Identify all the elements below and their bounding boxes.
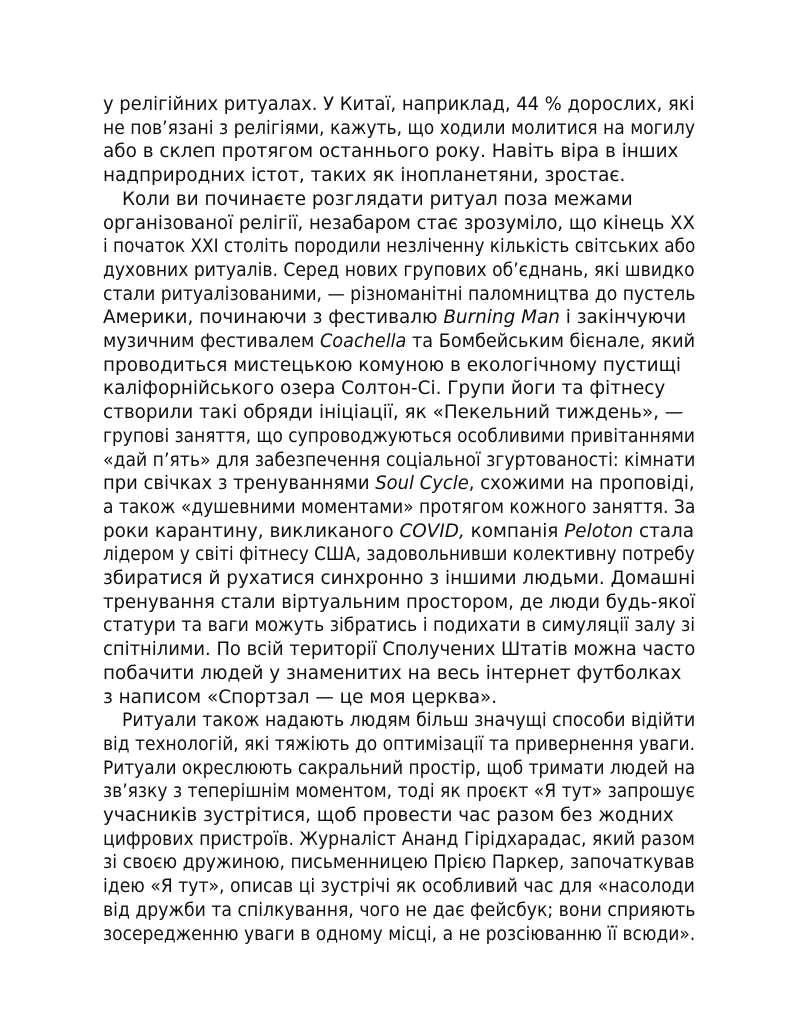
text-line-26: з написом «Спортзал — це моя церква». [103, 686, 498, 708]
text-line-25: побачити людей у знаменитих на весь інтернет футболках [103, 662, 682, 684]
text-line-22: тренування стали віртуальним простором, де люди будь-якої [103, 591, 696, 613]
text-span: Америки, починаючи з фестивалю [103, 307, 444, 329]
text-line-11 [103, 329, 695, 355]
italic-text: Coachella [319, 331, 407, 352]
text-span: стала [633, 520, 695, 542]
text-line-19 [103, 519, 694, 545]
text-line-10 [103, 305, 686, 331]
text-line-20: лідером у світі фітнесу США, задовольнивши колективну потребу [103, 544, 695, 566]
text-line-1: у релігійних ритуалах. У Китаї, наприклад, 44 % дорослих, які [103, 94, 695, 115]
text-line-35: від дружби та спілкування, чого не дає фейсбук; вони сприяють [103, 899, 696, 921]
text-span: та Бомбейським бієнале, який [406, 331, 696, 352]
text-span: і закінчуючи [559, 307, 687, 329]
text-line-6: організованої релігії, незабаром стає зрозуміло, що кінець XX [103, 212, 695, 234]
text-line-29: Ритуали окреслюють сакральний простір, щоб тримати людей на [103, 757, 696, 779]
text-span: музичним фестивалем [103, 331, 320, 352]
text-span: компанія [464, 520, 565, 542]
text-line-5: Коли ви починаєте розглядати ритуал поза межами [122, 188, 633, 210]
text-line-36: зосередженню уваги в одному місці, а не розсіюванню її всюди». [103, 923, 696, 945]
text-line-14: створили такі обряди ініціації, як «Пекельний тиждень», — [103, 402, 684, 424]
text-line-24: спітнілими. По всій території Сполучених Штатів можна часто [103, 639, 696, 661]
text-line-18: а також «душевними моментами» протягом кожного заняття. За [103, 496, 696, 518]
text-line-33: зі своєю дружиною, письменницею Прією Паркер, започаткував [103, 852, 695, 874]
text-line-16: «дай п’ять» для забезпечення соціальної згуртованості: кімнати [103, 449, 696, 471]
text-line-32: цифрових пристроїв. Журналіст Ананд Гірідхарадас, який разом [103, 828, 695, 850]
text-line-30: зв’язку з теперішнім моментом, тоді як проєкт «Я тут» запрошує [103, 781, 695, 803]
text-line-7: і початок XXI століть породили незліченну кількість світських або [103, 236, 696, 258]
text-line-31: учасників зустрітися, щоб провести час разом без жодних [103, 805, 674, 826]
text-line-23: статури та ваги можуть зібратись і подихати в симуляції залу зі [103, 615, 696, 637]
text-line-8: духовних ритуалів. Серед нових групових об’єднань, які швидко [103, 259, 695, 281]
italic-text: Soul Cycle [375, 473, 469, 495]
italic-text: Peloton [564, 520, 634, 542]
text-line-3: або в склеп протягом останнього року. Навіть віра в інших [103, 141, 679, 163]
text-line-34: ідею «Я тут», описав ці зустрічі як особливий час для «насолоди [103, 876, 695, 898]
text-line-21: збиратися й рухатися синхронно з іншими людьми. Домашні [103, 568, 696, 589]
text-span: , схожими на проповіді, [468, 473, 695, 495]
text-line-9: стали ритуалізованими, — різноманітні паломництва до пустель [103, 283, 696, 305]
text-line-4: надприродних істот, таких як інопланетяни, зростає. [103, 165, 626, 187]
text-line-27: Ритуали також надають людям більш значущі способи відійти [122, 710, 696, 732]
text-line-15: групові заняття, що супроводжуються особливими привітаннями [103, 425, 695, 447]
text-line-13: каліфорнійського озера Солтон-Сі. Групи йоги та фітнесу [103, 378, 666, 400]
text-span: при свічках з тренуваннями [103, 473, 376, 495]
text-line-2: не пов’язані з релігіями, кажуть, що ходили молитися на могилу [103, 117, 695, 139]
text-line-17 [103, 471, 695, 497]
italic-text: Burning Man [443, 307, 560, 329]
text-span: роки карантину, викликаного [103, 520, 400, 542]
italic-text: COVID, [399, 520, 465, 542]
text-line-28: від технологій, які тяжіють до оптимізації та привернення уваги. [103, 733, 696, 755]
text-line-12: проводиться мистецькою комуною в екологічному пустищі [103, 354, 682, 376]
